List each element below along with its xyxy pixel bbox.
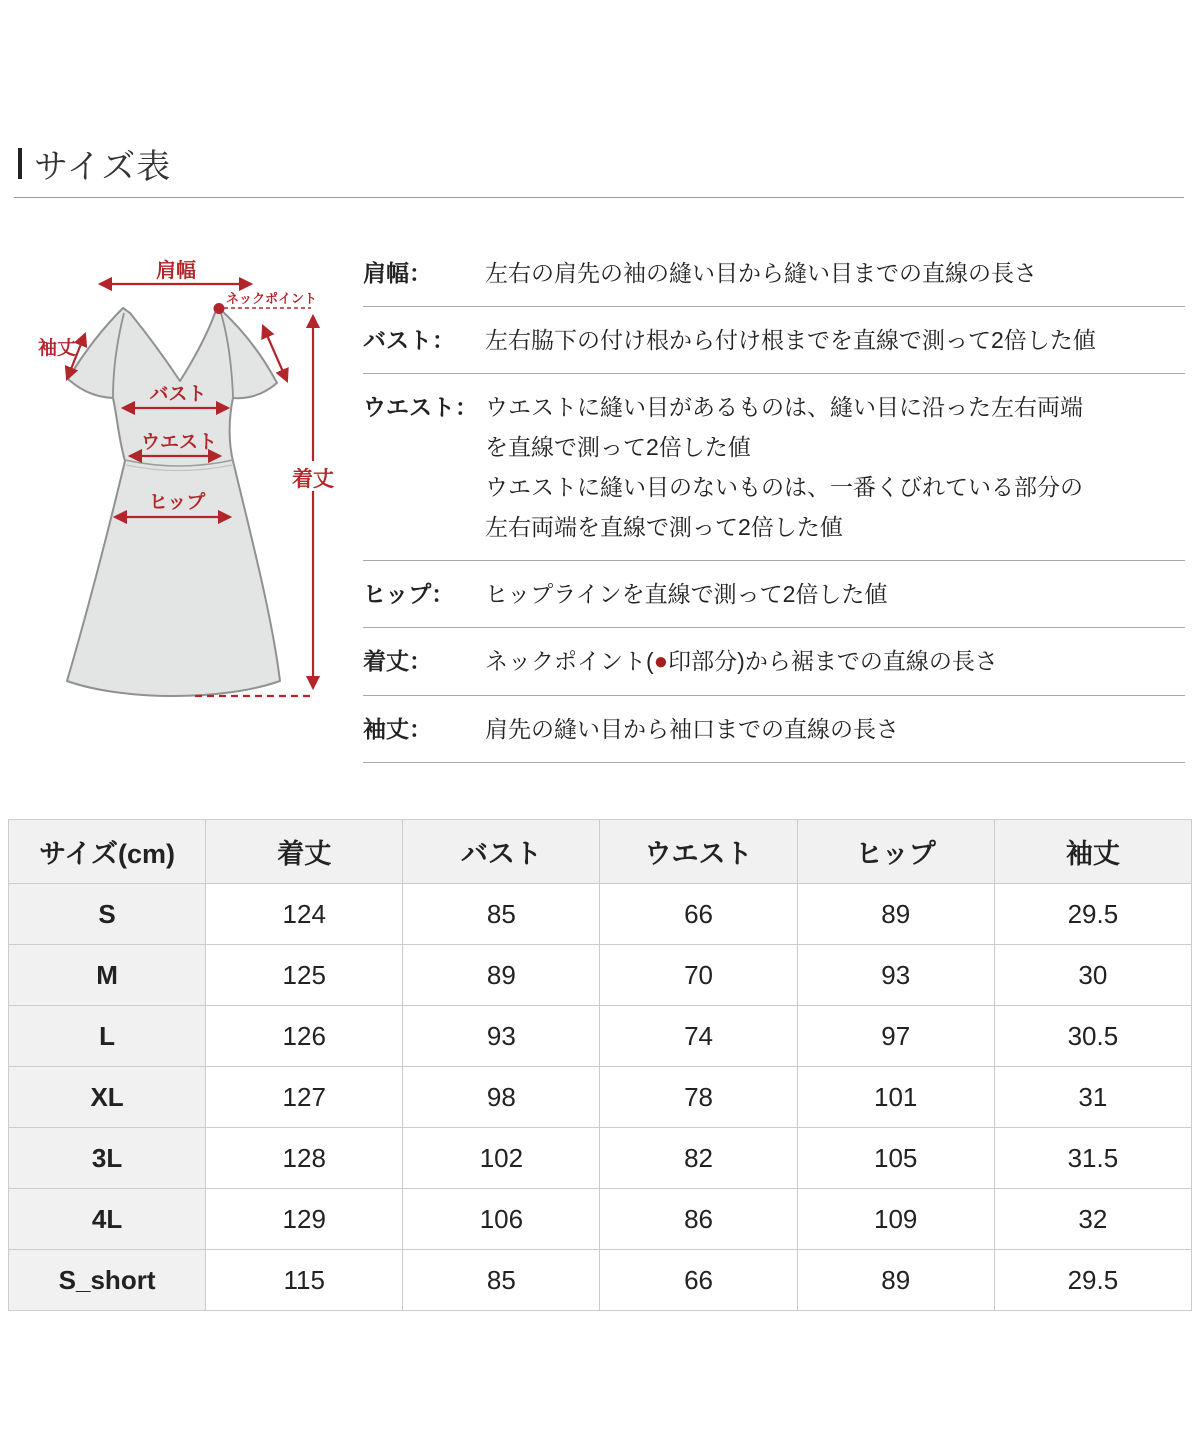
column-header: 袖丈 xyxy=(994,820,1191,884)
table-cell: 85 xyxy=(403,884,600,945)
table-row xyxy=(9,1189,1192,1250)
definition-text-suffix: 印部分)から裾までの直線の長さ xyxy=(668,648,998,674)
table-cell: 98 xyxy=(403,1067,600,1128)
definition-description: ウエストに縫い目があるものは、縫い目に沿った左右両端 を直線で測って2倍した値 ウエストに縫い目のないものは、一番くびれている部分の 左右両端を直線で測って2倍した値 xyxy=(485,394,1083,540)
definition-row-length xyxy=(363,628,1185,696)
neck-point-label: ネックポイント xyxy=(226,291,318,306)
definition-row-sleeve xyxy=(363,696,1185,763)
table-cell: 106 xyxy=(403,1189,600,1250)
sleeve-length-label: 袖丈 xyxy=(37,338,77,359)
definition-row-bust xyxy=(363,307,1185,374)
title-underline xyxy=(14,197,1184,198)
bust-label: バスト xyxy=(149,384,207,405)
table-cell: 89 xyxy=(403,945,600,1006)
column-header: ヒップ xyxy=(797,820,994,884)
measurement-definitions xyxy=(363,251,1185,763)
definition-text-prefix: ネックポイント( xyxy=(485,648,654,674)
table-cell: 66 xyxy=(600,1250,797,1311)
shoulder-width-label: 肩幅 xyxy=(156,260,196,282)
table-cell: 31 xyxy=(994,1067,1191,1128)
table-row xyxy=(9,945,1192,1006)
table-cell: 30.5 xyxy=(994,1006,1191,1067)
title-accent-bar xyxy=(18,148,22,179)
body-length-label: 着丈 xyxy=(292,468,334,491)
dress-diagram-svg xyxy=(20,251,360,751)
definition-term: ヒップ： xyxy=(363,581,455,607)
definition-description: 左右の肩先の袖の縫い目から縫い目までの直線の長さ xyxy=(485,260,1037,286)
row-size-label: 4L xyxy=(9,1189,206,1250)
table-cell: 105 xyxy=(797,1128,994,1189)
definition-row-hip xyxy=(363,561,1185,628)
row-size-label: 3L xyxy=(9,1128,206,1189)
hip-label: ヒップ xyxy=(148,492,206,513)
table-cell: 31.5 xyxy=(994,1128,1191,1189)
table-cell: 97 xyxy=(797,1006,994,1067)
definition-term: 袖丈： xyxy=(363,716,432,742)
table-cell: 30 xyxy=(994,945,1191,1006)
table-cell: 125 xyxy=(206,945,403,1006)
page-title: サイズ表 xyxy=(34,147,172,186)
row-size-label: XL xyxy=(9,1067,206,1128)
dress-measurement-diagram xyxy=(20,251,360,763)
waist-label: ウエスト xyxy=(140,432,218,453)
table-row xyxy=(9,1067,1192,1128)
table-row xyxy=(9,1128,1192,1189)
table-cell: 109 xyxy=(797,1189,994,1250)
size-table-header xyxy=(9,820,1192,884)
table-cell: 66 xyxy=(600,884,797,945)
table-row xyxy=(9,1006,1192,1067)
table-cell: 86 xyxy=(600,1189,797,1250)
size-table xyxy=(8,819,1192,1311)
size-table-header-row xyxy=(9,820,1192,884)
table-cell: 29.5 xyxy=(994,884,1191,945)
table-cell: 127 xyxy=(206,1067,403,1128)
table-cell: 93 xyxy=(403,1006,600,1067)
neck-point-dot xyxy=(214,303,225,314)
table-cell: 89 xyxy=(797,1250,994,1311)
definition-description xyxy=(485,641,1185,682)
definition-description: ヒップラインを直線で測って2倍した値 xyxy=(485,581,888,607)
table-cell: 128 xyxy=(206,1128,403,1189)
definition-row-shoulder xyxy=(363,251,1185,307)
section-title-row xyxy=(18,140,1192,186)
definition-description: 肩先の縫い目から袖口までの直線の長さ xyxy=(485,716,899,742)
table-cell: 70 xyxy=(600,945,797,1006)
table-row xyxy=(9,1250,1192,1311)
table-cell: 93 xyxy=(797,945,994,1006)
table-cell: 85 xyxy=(403,1250,600,1311)
row-size-label: M xyxy=(9,945,206,1006)
row-size-label: L xyxy=(9,1006,206,1067)
column-header: 着丈 xyxy=(206,820,403,884)
column-header: サイズ(cm) xyxy=(9,820,206,884)
table-cell: 101 xyxy=(797,1067,994,1128)
row-size-label: S_short xyxy=(9,1250,206,1311)
table-cell: 89 xyxy=(797,884,994,945)
column-header: ウエスト xyxy=(600,820,797,884)
table-cell: 129 xyxy=(206,1189,403,1250)
definition-description: 左右脇下の付け根から付け根までを直線で測って2倍した値 xyxy=(485,327,1096,353)
table-row xyxy=(9,884,1192,945)
definition-term: バスト： xyxy=(363,327,455,353)
table-cell: 82 xyxy=(600,1128,797,1189)
table-cell: 74 xyxy=(600,1006,797,1067)
measurement-guide-section xyxy=(8,251,1192,763)
neck-point-dot-glyph: ● xyxy=(653,648,669,675)
table-cell: 78 xyxy=(600,1067,797,1128)
table-cell: 29.5 xyxy=(994,1250,1191,1311)
column-header: バスト xyxy=(403,820,600,884)
table-cell: 32 xyxy=(994,1189,1191,1250)
definition-term: 着丈： xyxy=(363,648,432,674)
table-cell: 102 xyxy=(403,1128,600,1189)
table-cell: 124 xyxy=(206,884,403,945)
row-size-label: S xyxy=(9,884,206,945)
table-cell: 115 xyxy=(206,1250,403,1311)
definition-row-waist xyxy=(363,374,1185,561)
table-cell: 126 xyxy=(206,1006,403,1067)
definition-term: ウエスト： xyxy=(363,394,478,420)
size-table-body xyxy=(9,884,1192,1311)
definition-term: 肩幅： xyxy=(363,260,432,286)
